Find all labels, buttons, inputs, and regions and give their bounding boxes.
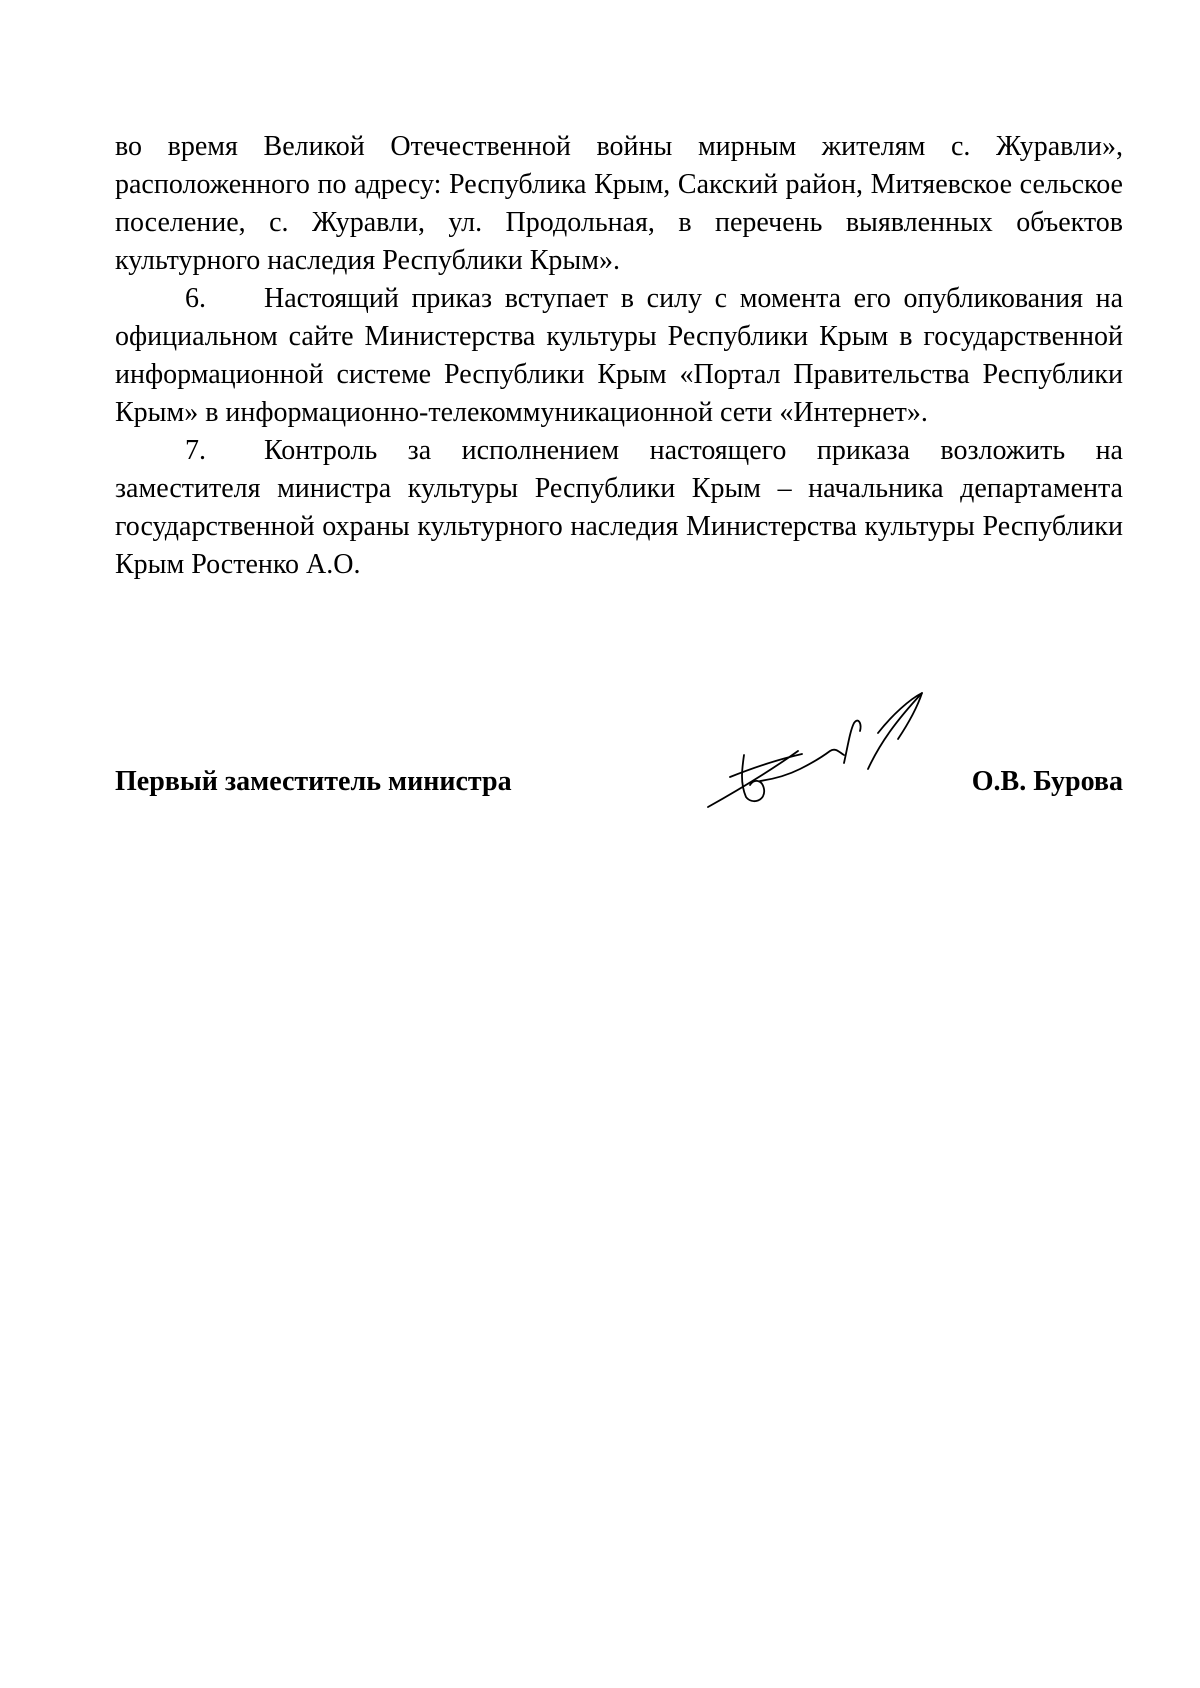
paragraph-item-7 (115, 432, 1123, 584)
item-number: 6. (185, 283, 206, 314)
signature-stroke (742, 755, 764, 801)
signature-stroke (708, 751, 798, 807)
document-body (115, 128, 1123, 584)
signer-position: Первый заместитель министра (115, 766, 512, 797)
item-text: Контроль за исполнением настоящего приказа возложить на заместителя министра культуры Республики Крым – начальника департамента государственной охраны культурного наследия Министерства культуры Республики Крым Ростенко А.О. (115, 435, 1123, 580)
signer-name: О.В. Бурова (971, 766, 1123, 797)
paragraph-item-6 (115, 280, 1123, 432)
handwritten-signature-icon (700, 685, 940, 815)
signature-block (115, 762, 1123, 802)
continuation-paragraph: во время Великой Отечественной войны мирным жителям с. Журавли», расположенного по адресу: Республика Крым, Сакский район, Митяевское сельское поселение, с. Журавли, ул. Продольная, в перечень выявленных объектов культурного наследия Республики Крым». (115, 131, 1123, 276)
item-number: 7. (185, 435, 206, 466)
signature-stroke (868, 693, 922, 769)
signature-stroke (844, 721, 861, 763)
item-text: Настоящий приказ вступает в силу с момента его опубликования на официальном сайте Министерства культуры Республики Крым в государственной информационной системе Республики Крым «Портал Правительства Республики Крым» в информационно-телекоммуникационной сети «Интернет». (115, 283, 1123, 428)
